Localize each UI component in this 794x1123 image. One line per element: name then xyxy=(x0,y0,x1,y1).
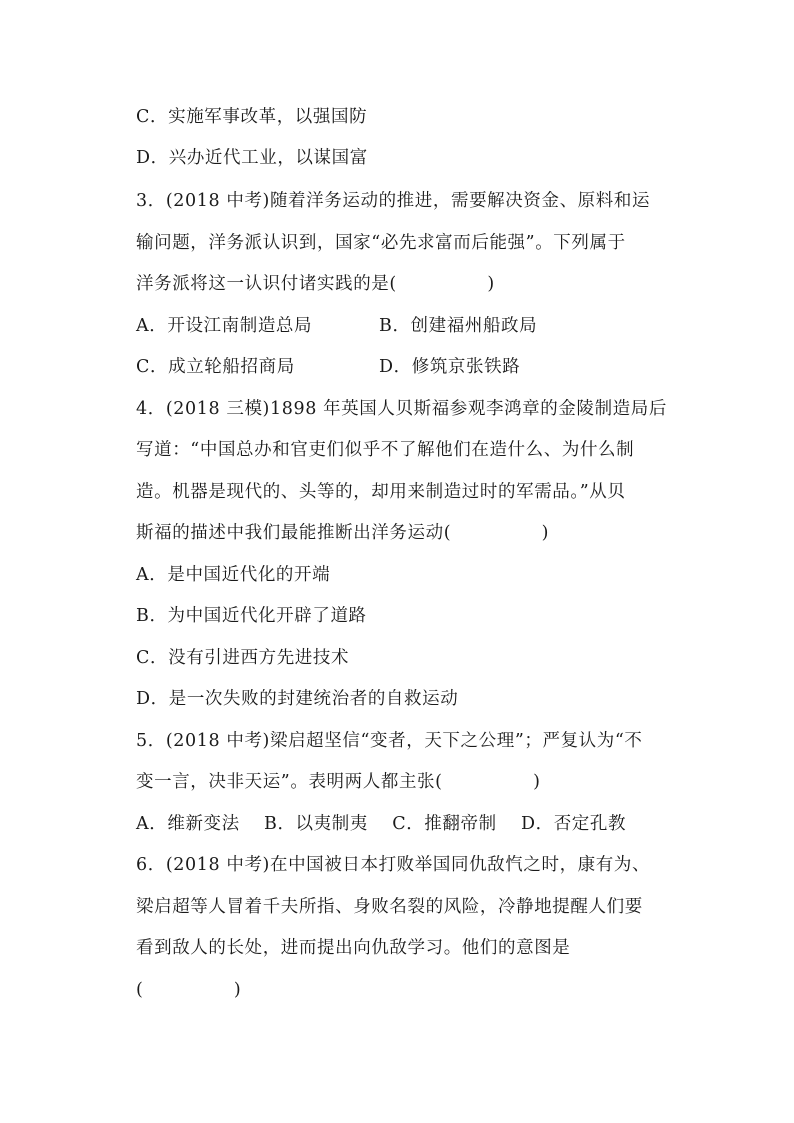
question-4-line-3: 造。机器是现代的、头等的，却用来制造过时的军需品。”从贝 xyxy=(136,482,626,502)
question-6-line-2: 梁启超等人冒着千夫所指、身败名裂的风险，冷静地提醒人们要 xyxy=(136,897,643,917)
question-5-line-2: 变一言，决非天运”。表明两人都主张( ) xyxy=(136,772,541,792)
question-6-line-3: 看到敌人的长处，进而提出向仇敌学习。他们的意图是 xyxy=(136,938,571,958)
question-4-line-1: 4．(2018 三模)1898 年英国人贝斯福参观李鸿章的金陵制造局后 xyxy=(136,399,667,419)
question-5-options: A．维新变法 B．以夷制夷 C．推翻帝制 D．否定孔教 xyxy=(136,814,627,834)
option-b-q3: B．创建福州船政局 xyxy=(379,316,538,336)
question-4-line-4: 斯福的描述中我们最能推断出洋务运动( ) xyxy=(136,523,550,543)
question-4-line-2: 写道：“中国总办和官吏们似乎不了解他们在造什么、为什么制 xyxy=(136,440,635,460)
option-d-q4: D．是一次失败的封建统治者的自救运动 xyxy=(136,689,459,709)
option-a-q3: A．开设江南制造总局 xyxy=(136,316,313,336)
option-c-q2: C．实施军事改革，以强国防 xyxy=(136,107,368,127)
question-3-options-row-2 xyxy=(136,352,521,382)
question-3-line-3: 洋务派将这一认识付诸实践的是( ) xyxy=(136,274,495,294)
question-6-answer-blank: ( ) xyxy=(136,980,242,1000)
option-b-q4: B．为中国近代化开辟了道路 xyxy=(136,606,367,626)
option-a-q4: A．是中国近代化的开端 xyxy=(136,565,331,585)
question-3-line-1: 3．(2018 中考)随着洋务运动的推进，需要解决资金、原料和运 xyxy=(136,191,651,211)
question-3-line-2: 输问题，洋务派认识到，国家“必先求富而后能强”。下列属于 xyxy=(136,233,626,253)
question-5-line-1: 5．(2018 中考)梁启超坚信“变者，天下之公理”；严复认为“不 xyxy=(136,731,643,751)
question-6-line-1: 6．(2018 中考)在中国被日本打败举国同仇敌忾之时，康有为、 xyxy=(136,855,651,875)
option-d-q2: D．兴办近代工业，以谋国富 xyxy=(136,148,368,168)
option-d-q3: D．修筑京张铁路 xyxy=(379,357,521,377)
option-c-q3: C．成立轮船招商局 xyxy=(136,357,295,377)
question-3-options-row-1 xyxy=(136,311,538,341)
option-c-q4: C．没有引进西方先进技术 xyxy=(136,648,350,668)
